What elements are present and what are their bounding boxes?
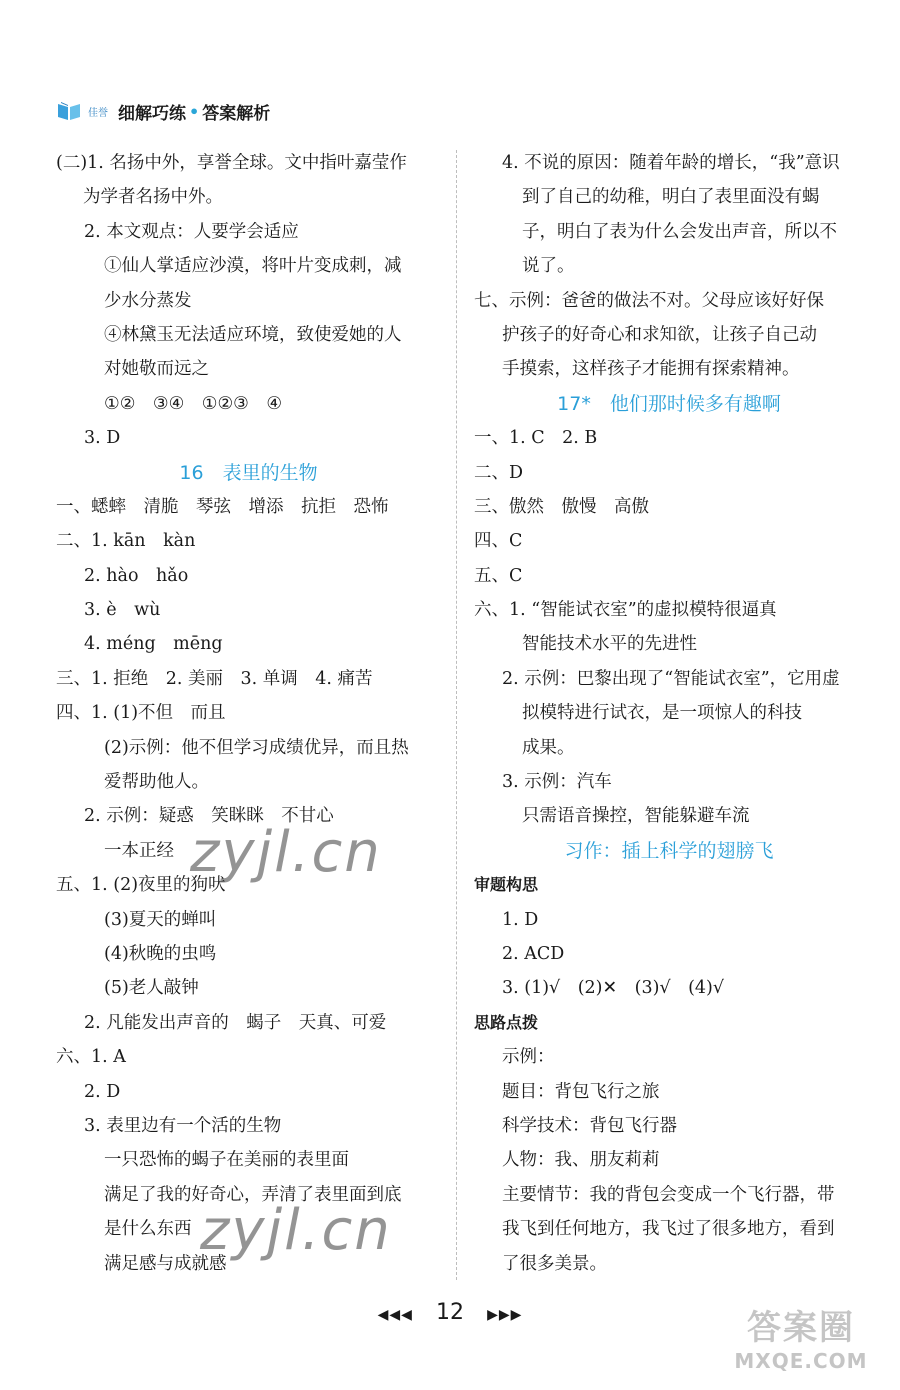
answer-line: ①仙人掌适应沙漠，将叶片变成刺，减	[104, 256, 402, 277]
answer-line: 人物：我、朋友莉莉	[502, 1150, 660, 1171]
stamp-title: 答案圈	[747, 1308, 855, 1348]
answer-line: 3. 示例：汽车	[502, 772, 612, 793]
answer-line: 满足感与成就感	[104, 1253, 227, 1274]
answer-line: 七、示例：爸爸的做法不对。父母应该好好保	[474, 290, 824, 311]
answer-line: 3. 表里边有一个活的生物	[84, 1115, 282, 1136]
answer-line: 4. méng mēng	[84, 634, 223, 655]
section-heading: 17* 他们那时候多有趣啊	[557, 392, 781, 415]
column-divider	[456, 150, 457, 1280]
answer-line: 2. 示例：巴黎出现了“智能试衣室”，它用虚	[502, 668, 840, 689]
answer-line: 是什么东西	[104, 1219, 192, 1240]
answer-line: 五、1. (2)夜里的狗吠	[56, 875, 226, 896]
prev-arrows-icon: ◀◀◀	[377, 1307, 413, 1323]
right-column	[474, 146, 864, 1281]
answer-line: (2)示例：他不但学习成绩优异，而且热	[104, 737, 409, 758]
answer-line: 一只恐怖的蝎子在美丽的表里面	[104, 1150, 349, 1171]
answer-line: 五、C	[474, 565, 523, 586]
answer-line: 只需语音操控，智能躲避车流	[522, 806, 750, 827]
answer-line: 二、1. kān kàn	[56, 531, 196, 552]
answer-line: 4. 不说的原因：随着年龄的增长，“我”意识	[502, 153, 840, 173]
answer-line: ①② ③④ ①②③ ④	[104, 393, 283, 414]
answer-line: 六、1. “智能试衣室”的虚拟模特很逼真	[474, 600, 777, 621]
answer-line: 一、蟋蟀 清脆 琴弦 增添 抗拒 恐怖	[56, 496, 389, 517]
answer-line: 3. D	[84, 428, 121, 449]
answer-line: 2. ACD	[502, 943, 565, 964]
answer-line: 满足了我的好奇心，弄清了表里面到底	[104, 1184, 402, 1205]
watermark-bottom: zyjl.cn	[200, 1198, 392, 1263]
answer-line: 六、1. A	[56, 1047, 126, 1068]
answer-line: 拟模特进行试衣，是一项惊人的科技	[522, 703, 802, 724]
answer-line: 1. D	[502, 909, 539, 930]
answer-line: (二)1. 名扬中外，享誉全球。文中指叶嘉莹作	[56, 153, 407, 173]
answer-line: 成果。	[522, 737, 575, 758]
page-number: 12	[436, 1300, 464, 1325]
answer-stamp-logo	[726, 1300, 876, 1380]
title-separator: •	[189, 101, 200, 121]
answer-line: 为学者名扬中外。	[83, 187, 223, 208]
series-title: 细解巧练	[118, 103, 186, 124]
answer-line: 爱帮助他人。	[104, 772, 209, 793]
answer-line: 对她敬而远之	[104, 359, 209, 380]
answer-line: 科学技术：背包飞行器	[502, 1115, 677, 1136]
answer-line: (4)秋晚的虫鸣	[104, 943, 217, 964]
answer-line: 我飞到任何地方，我飞过了很多地方，看到	[502, 1219, 835, 1240]
book-logo-icon	[56, 100, 82, 122]
answer-line: 3. (1)√ (2)✕ (3)√ (4)√	[502, 978, 725, 999]
next-arrows-icon: ▶▶▶	[487, 1307, 523, 1323]
answer-line: ④林黛玉无法适应环境，致使爱她的人	[104, 324, 402, 345]
watermark-top: zyjl.cn	[190, 820, 382, 885]
answer-line: 四、1. (1)不但 而且	[56, 703, 226, 724]
section-subtitle: 答案解析	[202, 103, 271, 124]
answer-line: (5)老人敲钟	[104, 978, 199, 999]
answer-line: 3. è wù	[84, 600, 161, 621]
subsection-heading: 思路点拨	[474, 1012, 539, 1032]
answer-line: 四、C	[474, 531, 523, 552]
answer-line: 二、D	[474, 462, 524, 483]
answer-line: 主要情节：我的背包会变成一个飞行器，带	[502, 1184, 835, 1205]
answer-line: 智能技术水平的先进性	[522, 634, 697, 655]
page-header	[56, 98, 270, 124]
answer-line: 2. 凡能发出声音的 蝎子 天真、可爱	[84, 1012, 387, 1033]
answer-line: 一、1. C 2. B	[474, 428, 598, 449]
answer-line: 2. 示例：疑惑 笑眯眯 不甘心	[84, 806, 334, 827]
answer-line: 题目：背包飞行之旅	[502, 1081, 660, 1102]
left-column	[56, 146, 441, 1281]
answer-line: (3)夏天的蝉叫	[104, 909, 217, 930]
section-heading: 16 表里的生物	[179, 461, 318, 484]
answer-line: 示例：	[502, 1047, 555, 1068]
answer-line: 子，明白了表为什么会发出声音，所以不	[522, 221, 837, 242]
answer-line: 了很多美景。	[502, 1253, 607, 1274]
brand-name: 佳誉	[88, 107, 108, 119]
answer-line: 到了自己的幼稚，明白了表里面没有蝎	[522, 187, 820, 208]
answer-line: 少水分蒸发	[104, 290, 192, 311]
answer-line: 三、傲然 傲慢 高傲	[474, 496, 649, 517]
answer-line: 三、1. 拒绝 2. 美丽 3. 单调 4. 痛苦	[56, 668, 373, 689]
stamp-url: MXQE.COM	[734, 1349, 868, 1373]
answer-line: 护孩子的好奇心和求知欲，让孩子自己动	[502, 324, 817, 345]
answer-line: 2. D	[84, 1081, 121, 1102]
answer-line: 手摸索，这样孩子才能拥有探索精神。	[502, 359, 800, 380]
subsection-heading: 审题构思	[474, 875, 539, 895]
section-heading: 习作：插上科学的翅膀飞	[564, 839, 774, 862]
answer-line: 说了。	[522, 256, 575, 277]
answer-line: 2. 本文观点：人要学会适应	[84, 221, 299, 242]
answer-line: 2. hào hǎo	[84, 565, 189, 586]
answer-line: 一本正经	[104, 840, 174, 861]
